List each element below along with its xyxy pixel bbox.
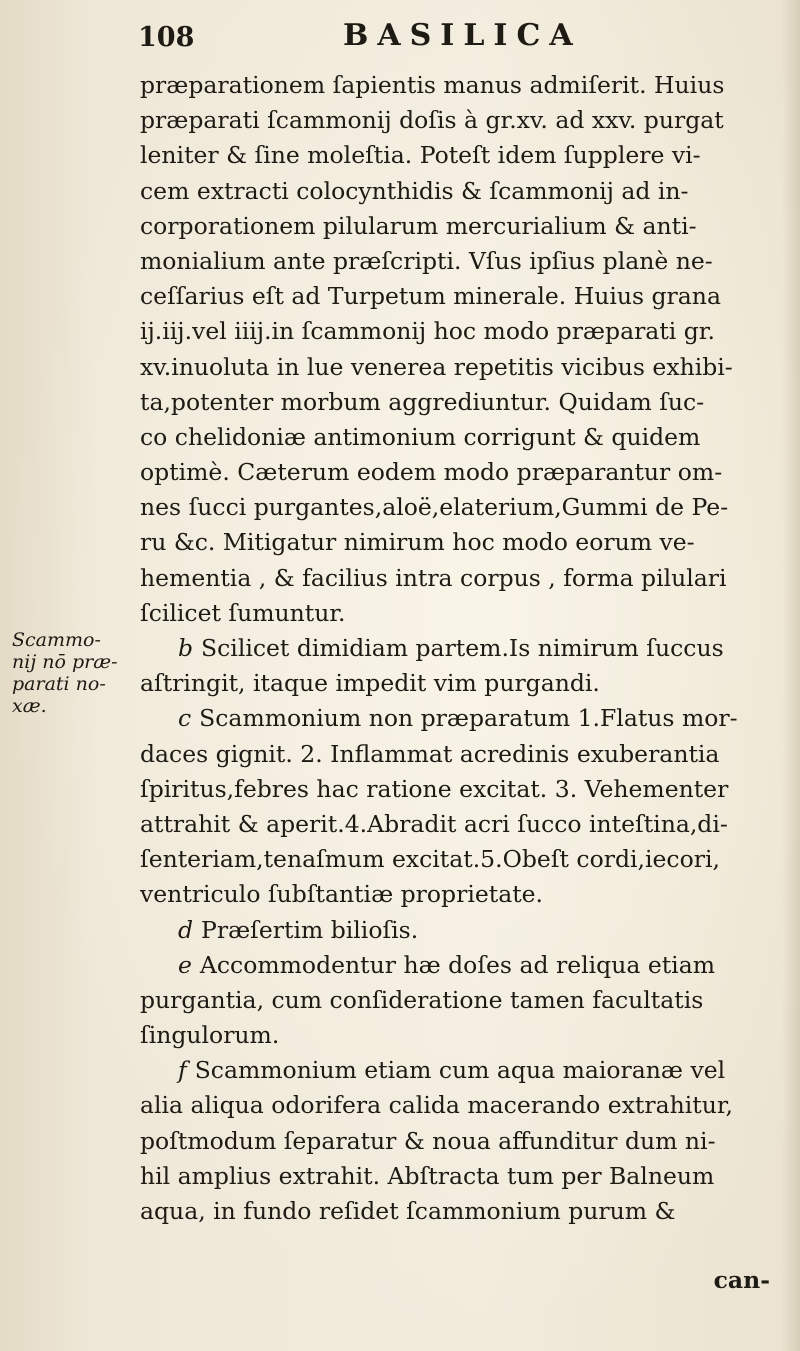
text-line — [140, 772, 788, 807]
line-text: ru &c. Mitigatur nimirum hoc modo eorum ve- — [140, 528, 695, 557]
line-text: xv.inuoluta in lue venerea repetitis vicibus exhibi- — [140, 352, 733, 381]
line-text: aſtringit, itaque impedit vim purgandi. — [140, 669, 600, 698]
text-line — [140, 68, 788, 103]
text-line — [140, 138, 788, 173]
line-text: corporationem pilularum mercurialium & anti- — [140, 211, 697, 240]
line-text: ſingulorum. — [140, 1021, 280, 1050]
line-text: Scammonium non præparatum 1.Flatus mor- — [199, 704, 738, 733]
text-line — [140, 701, 788, 736]
catchword: can- — [713, 1266, 770, 1294]
text-line — [140, 561, 788, 596]
line-text: aqua, in fundo reſidet ſcammonium purum & — [140, 1197, 676, 1225]
line-text: ta,potenter morbum aggrediuntur. Quidam ſuc- — [140, 387, 705, 416]
text-line — [140, 737, 788, 772]
line-text: præparati ſcammonij doſis à gr.xv. ad xxv. purgat — [140, 106, 724, 135]
text-line — [140, 103, 788, 138]
line-text: præparationem ſapientis manus admiſerit. Huius — [140, 71, 725, 99]
margin-note-line: parati no- — [12, 673, 106, 695]
line-text: leniter & ſine moleſtia. Poteſt idem ſupplere vi- — [140, 141, 701, 170]
line-text: ſcilicet ſumuntur. — [140, 598, 346, 627]
text-line — [140, 983, 788, 1018]
line-text: Præſertim bilioſis. — [201, 915, 419, 944]
line-text: purgantia, cum conſideratione tamen facultatis — [140, 985, 704, 1014]
margin-note-line: xæ. — [12, 695, 47, 717]
running-title: BASILICA — [343, 18, 582, 53]
margin-note-line: Scammo- — [12, 629, 101, 651]
text-line — [140, 314, 788, 349]
text-line — [140, 1194, 788, 1229]
line-text: cem extracti colocynthidis & ſcammonij ad in- — [140, 176, 689, 205]
text-line — [140, 174, 788, 209]
text-line — [140, 279, 788, 314]
body-text — [140, 68, 788, 1229]
text-line — [140, 631, 788, 666]
line-text: daces gignit. 2. Inflammat acredinis exuberantia — [140, 739, 720, 768]
line-text: co chelidoniæ antimonium corrigunt & quidem — [140, 422, 701, 451]
line-text: optimè. Cæterum eodem modo præparantur om- — [140, 458, 723, 487]
line-text: poſtmodum ſeparatur & noua affunditur dum ni- — [140, 1126, 716, 1155]
page-header — [138, 18, 778, 58]
text-line — [140, 596, 788, 631]
text-line — [140, 948, 788, 983]
text-line — [140, 1053, 788, 1088]
text-line — [140, 455, 788, 490]
text-line — [140, 1018, 788, 1053]
footnote-marker: b — [178, 634, 194, 662]
line-text: alia aliqua odorifera calida macerando extrahitur, — [140, 1091, 733, 1120]
footnote-marker: c — [178, 704, 192, 733]
footnote-marker: f — [178, 1056, 187, 1085]
text-line — [140, 877, 788, 912]
text-line — [140, 525, 788, 560]
margin-note — [12, 629, 132, 717]
line-text: hementia , & facilius intra corpus , forma pilulari — [140, 563, 727, 592]
footnote-marker: d — [178, 915, 194, 944]
page-number: 108 — [138, 22, 195, 53]
line-text: nes ſucci purgantes,aloë,elaterium,Gummi de Pe- — [140, 493, 729, 522]
line-text: Accommodentur hæ doſes ad reliqua etiam — [199, 950, 715, 979]
line-text: Scilicet dimidiam partem.Is nimirum ſuccus — [201, 634, 724, 662]
margin-note-line: nij nō præ- — [12, 651, 118, 673]
text-line — [140, 842, 788, 877]
text-line — [140, 666, 788, 701]
line-text: ventriculo ſubſtantiæ proprietate. — [140, 880, 544, 909]
text-line — [140, 209, 788, 244]
line-text: ſenteriam,tenaſmum excitat.5.Obeſt cordi,iecori, — [140, 845, 720, 874]
line-text: Scammonium etiam cum aqua maioranæ vel — [194, 1056, 726, 1085]
line-text: monialium ante præſcripti. Vſus ipſius planè ne- — [140, 246, 713, 275]
text-line — [140, 350, 788, 385]
line-text: attrahit & aperit.4.Abradit acri ſucco inteſtina,di- — [140, 809, 728, 838]
text-line — [140, 1124, 788, 1159]
text-line — [140, 490, 788, 525]
text-line — [140, 807, 788, 842]
text-line — [140, 244, 788, 279]
line-text: ceſſarius eſt ad Turpetum minerale. Huius grana — [140, 282, 721, 311]
line-text: ſpiritus,febres hac ratione excitat. 3. Vehementer — [140, 774, 729, 803]
line-text: ij.iij.vel iiij.in ſcammonij hoc modo præparati gr. — [140, 317, 715, 346]
line-text: hil amplius extrahit. Abſtracta tum per Balneum — [140, 1161, 715, 1190]
text-line — [140, 1159, 788, 1194]
text-line — [140, 1088, 788, 1123]
text-line — [140, 913, 788, 948]
text-line — [140, 420, 788, 455]
text-line — [140, 385, 788, 420]
footnote-marker: e — [178, 950, 192, 979]
